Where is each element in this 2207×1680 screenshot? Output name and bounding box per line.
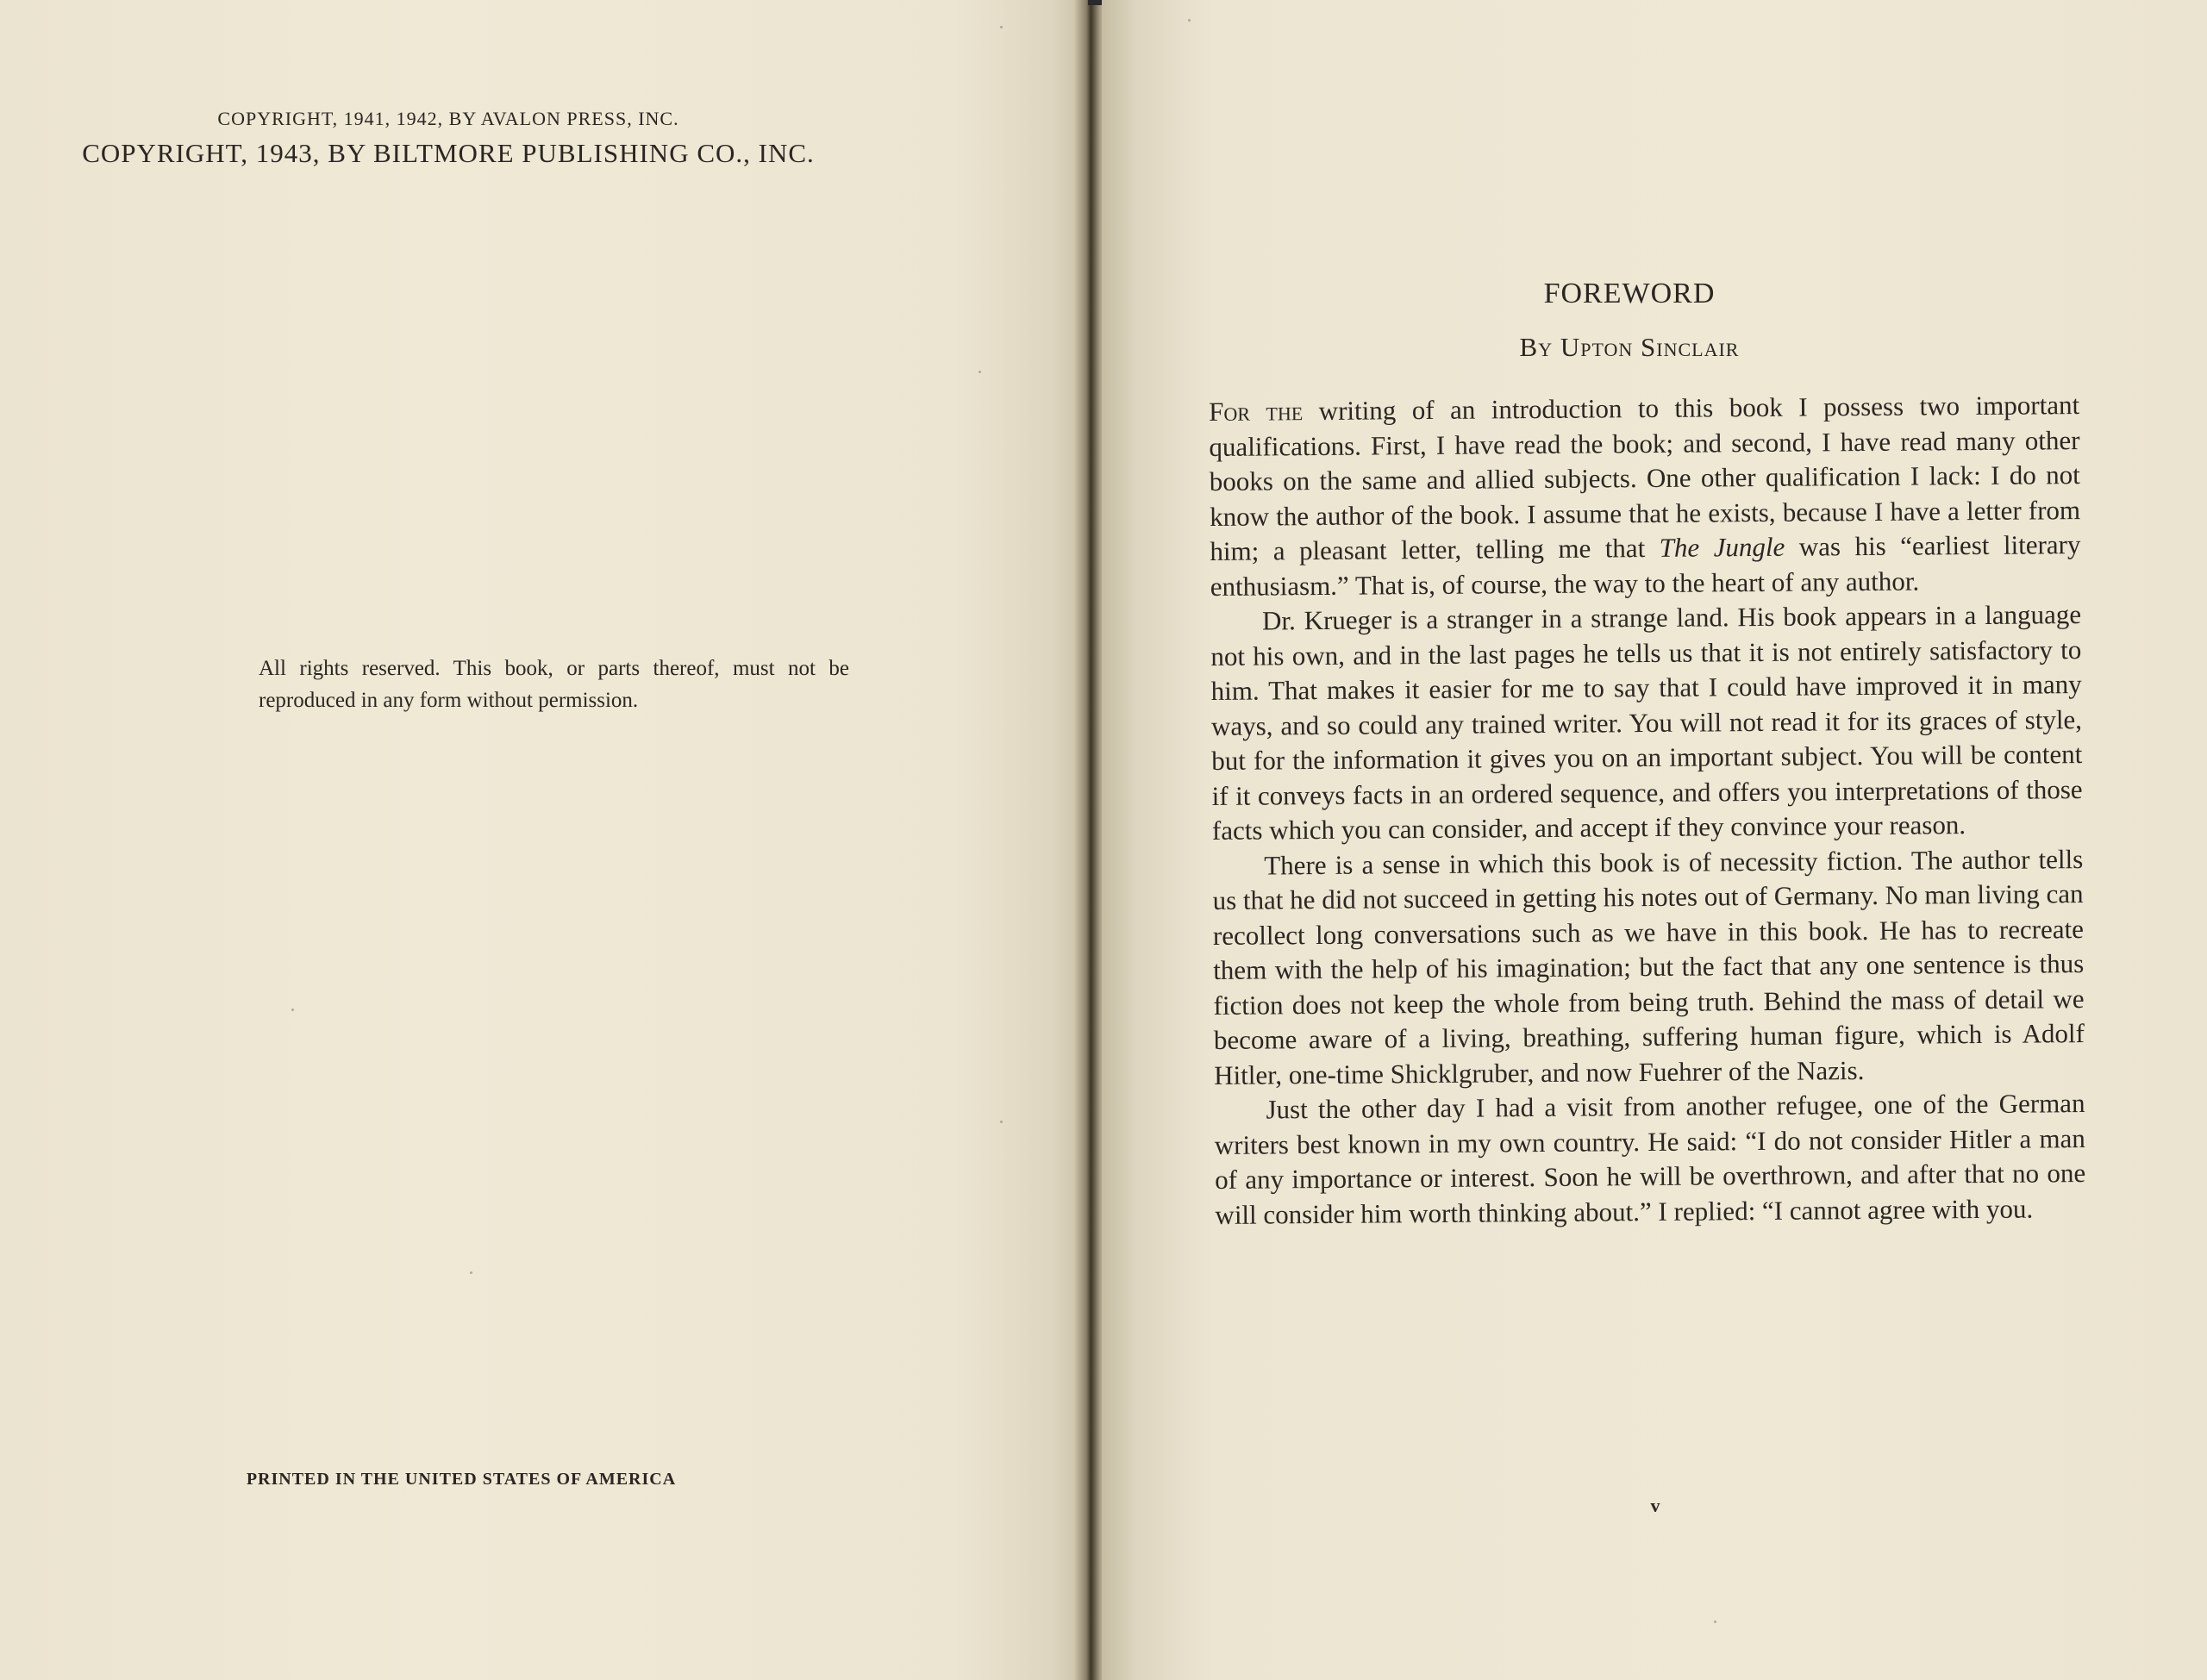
paragraph-1-text-b: was his “earliest literary enthusiasm.” That is, of course, the way to the heart of any author. [1210, 529, 2081, 602]
paragraph-4: Just the other day I had a visit from another refugee, one of the German writers best known in my own country. He said: “I do not consider Hitler a man of any importance or interest. Soon he will be overthrown, and after that no one will consider him worth thinking about.” I replied: “I cannot agree with you. [1214, 1088, 2086, 1230]
paragraph-2: Dr. Krueger is a stranger in a strange land. His book appears in a language not his own, and in the last pages he tells us that it is not entirely satisfactory to him. That makes it easier for me to say that I could have improved it in many ways, and so could any trained writer. You will not read it for its graces of style, but for the information it gives you on an important subject. You will be content if it conveys facts in an ordered sequence, and offers you interpretations of those facts which you can consider, and accept if they convince your reason. [1210, 599, 2083, 846]
foreword-body [1209, 388, 2086, 1233]
paper-speck [1714, 1621, 1716, 1623]
printed-in-notice: PRINTED IN THE UNITED STATES OF AMERICA [246, 1470, 677, 1489]
paper-speck [978, 371, 981, 373]
left-page [0, 0, 1086, 1680]
copyright-line-1: COPYRIGHT, 1941, 1942, BY AVALON PRESS, INC. [217, 108, 679, 129]
foreword-title: FOREWORD [1543, 278, 1716, 309]
paragraph-lead-in: For the [1209, 396, 1304, 427]
paragraph-1-text-a: writing of an introduction to this book I possess two important qualifications. First, I have read the book; and second, I have read many other books on the same and allied subjects. One other qualification I lack: I do not know the author of the book. I assume that he exists, because I have a letter from him; a pleasant letter, telling me that [1209, 390, 2081, 566]
page-number: v [1650, 1495, 1660, 1516]
paragraph-3: There is a sense in which this book is of necessity fiction. The author tells us that he did not succeed in getting his notes out of Germany. No man living can recollect long conversations such as we have in this book. He has to recreate them with the help of his imagination; but the fact that any one sentence is thus fiction does not keep the whole from being truth. Behind the mass of detail we become aware of a living, breathing, suffering human figure, which is Adolf Hitler, one-time Shicklgruber, and now Fuehrer of the Nazis. [1212, 843, 2085, 1090]
paper-speck [1188, 19, 1191, 22]
rights-notice: All rights reserved. This book, or parts thereof, must not be reproduced in any form without permission. [259, 657, 849, 712]
paper-speck [470, 1271, 472, 1274]
foreword-byline: By Upton Sinclair [1519, 332, 1740, 362]
paper-speck [291, 1009, 294, 1011]
copyright-line-2: COPYRIGHT, 1943, BY BILTMORE PUBLISHING CO., INC. [82, 138, 815, 168]
paper-speck [1000, 26, 1003, 28]
paragraph-1 [1209, 388, 2081, 604]
book-title-italic: The Jungle [1659, 531, 1785, 563]
paper-speck [1000, 1121, 1003, 1123]
